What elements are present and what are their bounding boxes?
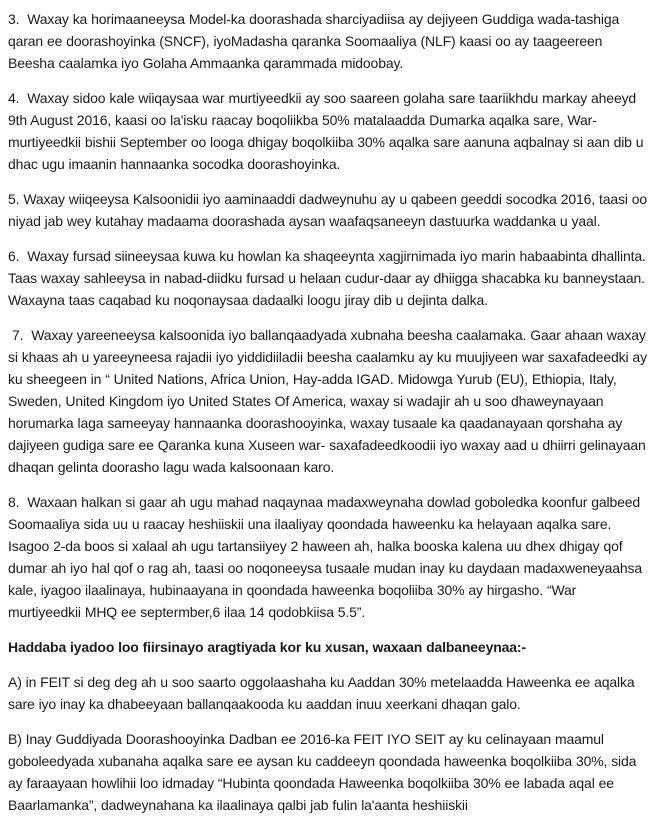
paragraph-item-6: 6. Waxay fursad siineeysaa kuwa ku howlan ka shaqeeynta xagjirnimada iyo marin habaabinta dhallinta. Taas waxay sahleeysa in nabad-diidku fursad u helaan cudur-daar ay dhiigga shacabka ku banneystaan. Waxayna taas caqabad ku noqonaysaa dadaalki loogu jiray dib u dejinta dalka.: [8, 248, 650, 308]
paragraph-item-5: 5. Waxay wiiqeeysa Kalsoonidii iyo aaminaaddi dadweynuhu ay u qabeen geeddi socodka 2016, taasi oo niyad jab wey kutahay madaama doorashada aysan waafaqsaneeyn dastuurka waddanka u yaal.: [8, 191, 651, 229]
demands-heading: Haddaba iyadoo loo fiirsinayo aragtiyada kor ku xusan, waxaan dalbaneeynaa:-: [8, 639, 526, 655]
paragraph-item-8: 8. Waxaan halkan si gaar ah ugu mahad naqaynaa madaxweynaha dowlad goboledka koonfur galbeed Soomaaliya sida uu u raacay heshiiskii una ilaaliyay qoondada haweenku ka helayaan aqalka sare. Isagoo 2-da boos si xalaal ah ugu tartansiiyey 2 haween ah, halka booska kalena uu dhex dhigay qof dumar ah iyo hal qof o rag ah, taasi oo noqoneeysa tusaale mudan inay ku daydaan madaxweneyaahsa kale, iyagoo ilaalinaya, hubinaayana in qoondada haweenka boqoliiba 30% ay hirgasho. “War murtiyeedkii MHQ ee septermber,6 ilaa 14 qodobkiisa 5.5”.: [8, 494, 646, 620]
paragraph-demand-b: B) Inay Guddiyada Doorashooyinka Dadban ee 2016-ka FEIT IYO SEIT ay ku celinayaan maamul goboleedyada xubanaha aqalka sare ee aysan ku caddeeyn qoondada haweenka boqolkiiba 30%, sida ay faraayaan howlihii loo idmaday “Hubinta qoondada Haweenka boqolkiiba 30% ee labada aqal ee Baarlamanka”, dadweynahana ka ilaalinaya qalbi jab fulin la'aanta heshiiskii: [8, 731, 641, 813]
paragraph-item-4: 4. Waxay sidoo kale wiiqaysaa war murtiyeedkii ay soo saareen golaha sare taariikhdu markay aheeyd 9th August 2016, kaasi oo la'isku raacay boqoliikba 50% matalaadda Dumarka aqalka sare, War-murtiyeedkii bishii September oo looga dhigay boqolkiiba 30% aqalka sare aanuna aqbalnay si aan dib u dhac ugu imaanin hannaanka socodka doorashoyinka.: [8, 90, 648, 172]
paragraph-demand-a: A) in FEIT si deg deg ah u soo saarto oggolaashaha ku Aaddan 30% metelaadda Haweenka ee aqalka sare iyo inay ka dhabeeyaan ballanqaakooda ku aaddan inuu xeerkani dhaqan galo.: [8, 674, 639, 712]
paragraph-item-3: 3. Waxay ka horimaaneeysa Model-ka doorashada sharciyadiisa ay dejiyeen Guddiga wada-tashiga qaran ee doorashoyinka (SNCF), iyoMadasha qaranka Soomaaliya (NLF) kaasi oo ay taageereen Beesha caalamka iyo Golaha Ammaanka qarammada midoobay.: [8, 11, 624, 71]
paragraph-item-7: 7. Waxay yareeneeysa kalsoonida iyo ballanqaadyada xubnaha beesha caalamaka. Gaar ahaan waxay si khaas ah u yareeyneesa rajadii iyo yiddidiiladii beesha caalamku ay ku muujiyeen war saxafadeedki ay ku sheegeen in “ United Nations, Africa Union, Hay-adda IGAD. Midowga Yurub (EU), Ethiopia, Italy, Sweden, United Kingdom iyo United States Of America, waxay si wadajir ah u soo dhaweynayaan horumarka laga sameeyay hannaanka doorashooyinka, waxay tusaale ka qaadanayaan qorshaha ay dajiyeen gudiga sare ee Qaranka kuna Xuseen war- saxafadeedkoodii iyo waxay aad u dhiirri gelinayaan dhaqan gelinta doorasho lagu wada kalsoonaan karo.: [8, 327, 651, 475]
